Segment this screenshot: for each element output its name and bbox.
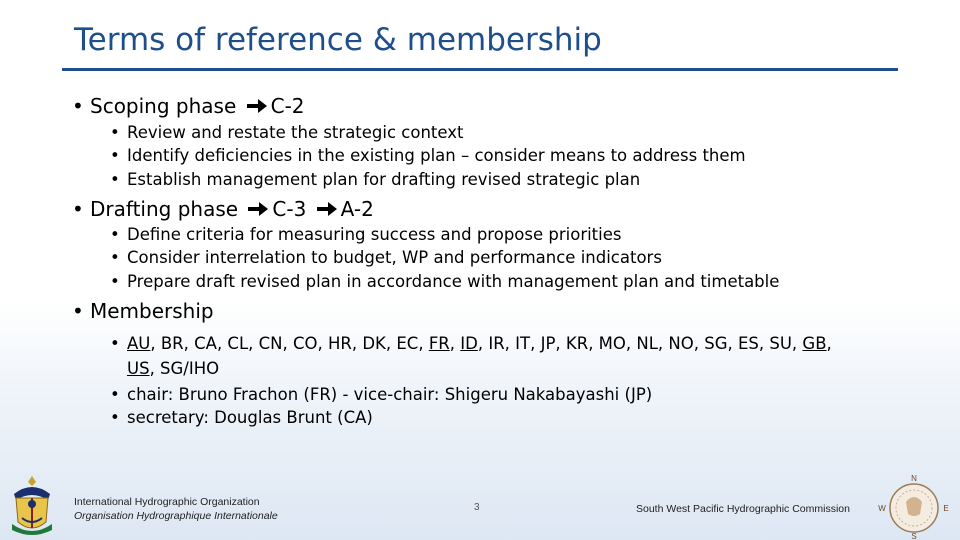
drafting-item-2-text: Consider interrelation to budget, WP and performance indicators xyxy=(127,248,662,267)
drafting-item-3 xyxy=(110,270,779,293)
right-arrow-icon xyxy=(315,201,339,217)
countries-text: , IR, IT, JP, KR, MO, NL, NO, SG, ES, SU, xyxy=(477,334,803,353)
org-name-fr: Organisation Hydrographique Internationale xyxy=(74,510,278,522)
right-arrow-icon xyxy=(245,98,269,114)
title-underline xyxy=(62,68,898,71)
page-number: 3 xyxy=(474,502,480,513)
country-gb: GB xyxy=(802,334,827,353)
bullet-dot: • xyxy=(72,197,84,221)
scoping-item-2 xyxy=(110,144,746,167)
bullet-dot: • xyxy=(110,272,120,291)
slide-title: Terms of reference & membership xyxy=(74,22,602,58)
scoping-item-3 xyxy=(110,168,640,191)
bullet-dot: • xyxy=(110,170,120,189)
bullet-drafting-phase xyxy=(72,196,374,222)
scoping-target: C-2 xyxy=(270,94,305,118)
country-fr: FR xyxy=(428,334,450,353)
bullet-dot: • xyxy=(110,385,120,404)
drafting-item-2 xyxy=(110,246,662,269)
footer-organization xyxy=(74,495,278,523)
org-name-en: International Hydrographic Organization xyxy=(74,496,260,508)
bullet-scoping-phase xyxy=(72,93,305,119)
country-au: AU xyxy=(127,334,151,353)
bullet-dot: • xyxy=(110,408,120,427)
bullet-dot: • xyxy=(110,248,120,267)
drafting-item-3-text: Prepare draft revised plan in accordance with management plan and timetable xyxy=(127,272,780,291)
bullet-dot: • xyxy=(110,225,120,244)
compass-south: S xyxy=(911,532,917,540)
countries-text: , BR, CA, CL, CN, CO, HR, DK, EC, xyxy=(150,334,429,353)
membership-chair xyxy=(110,383,652,406)
scoping-item-1-text: Review and restate the strategic context xyxy=(127,123,464,142)
bullet-dot: • xyxy=(72,299,84,323)
drafting-item-1 xyxy=(110,223,621,246)
secretary-text: secretary: Douglas Brunt (CA) xyxy=(127,408,373,427)
country-us: US xyxy=(127,359,150,378)
membership-countries-cont xyxy=(127,357,219,380)
countries-sep: , xyxy=(449,334,461,353)
compass-north: N xyxy=(911,474,917,483)
bullet-membership xyxy=(72,298,214,324)
scoping-item-3-text: Establish management plan for drafting revised strategic plan xyxy=(127,170,641,189)
iho-emblem-logo xyxy=(8,474,56,538)
drafting-label: Drafting phase xyxy=(90,197,239,221)
compass-east: E xyxy=(943,504,949,513)
compass-west: W xyxy=(878,504,886,513)
drafting-target-2: A-2 xyxy=(340,197,374,221)
swphc-compass-logo xyxy=(876,472,952,540)
membership-label: Membership xyxy=(90,299,214,323)
scoping-item-2-text: Identify deficiencies in the existing plan – consider means to address them xyxy=(127,146,746,165)
country-id: ID xyxy=(460,334,478,353)
membership-countries xyxy=(110,332,832,355)
countries-end: , xyxy=(826,334,832,353)
bullet-dot: • xyxy=(110,146,120,165)
footer-commission: South West Pacific Hydrographic Commission xyxy=(636,503,850,515)
bullet-dot: • xyxy=(110,334,120,353)
drafting-target-1: C-3 xyxy=(272,197,307,221)
chair-text: chair: Bruno Frachon (FR) - vice-chair: Shigeru Nakabayashi (JP) xyxy=(127,385,653,404)
scoping-label: Scoping phase xyxy=(90,94,237,118)
bullet-dot: • xyxy=(110,123,120,142)
scoping-item-1 xyxy=(110,121,464,144)
drafting-item-1-text: Define criteria for measuring success and propose priorities xyxy=(127,225,622,244)
bullet-dot: • xyxy=(72,94,84,118)
right-arrow-icon xyxy=(246,201,270,217)
membership-secretary xyxy=(110,406,373,429)
countries-rest: , SG/IHO xyxy=(149,359,220,378)
